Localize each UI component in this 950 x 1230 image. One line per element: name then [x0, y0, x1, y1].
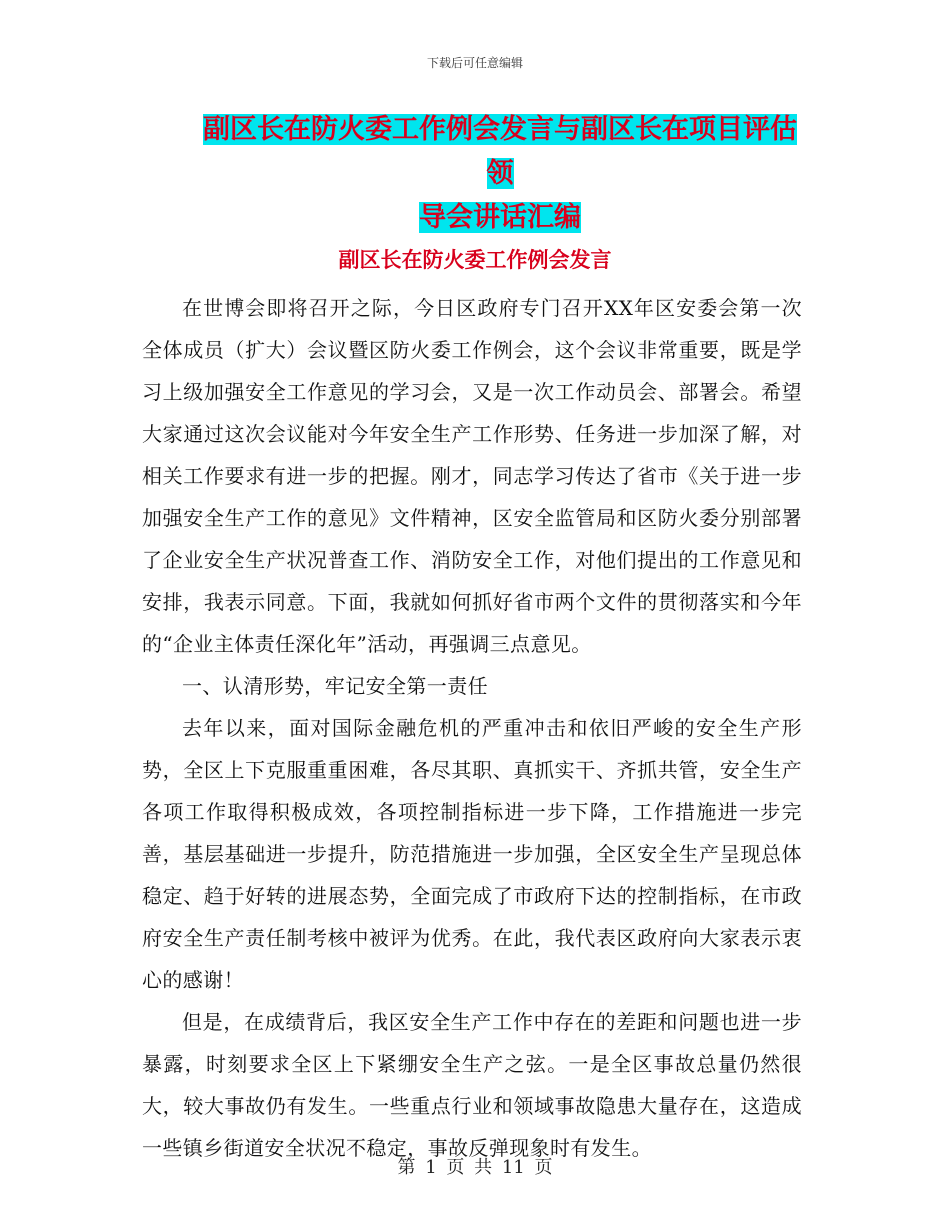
- header-note: 下载后可任意编辑: [426, 56, 523, 70]
- document-body: [142, 287, 802, 1169]
- page-number-footer: 第 1 页 共 11 页: [397, 1157, 553, 1178]
- document-title: [190, 108, 810, 240]
- paragraph: 一、认清形势，牢记安全第一责任: [182, 674, 488, 698]
- paragraph: 但是，在成绩背后，我区安全生产工作中存在的差距和问题也进一步暴露，时刻要求全区上下紧绷安全生产之弦。一是全区事故总量仍然很大，较大事故仍有发生。一些重点行业和领域事故隐患大量存在，这造成一些镇乡街道安全状况不稳定，事故反弹现象时有发生。: [142, 1010, 802, 1160]
- section-title: 副区长在防火委工作例会发言: [338, 248, 612, 272]
- document-title-line-1: 副区长在防火委工作例会发言与副区长在项目评估领: [203, 114, 797, 189]
- paragraph: 去年以来，面对国际金融危机的严重冲击和依旧严峻的安全生产形势，全区上下克服重重困难，各尽其职、真抓实干、齐抓共管，安全生产各项工作取得积极成效，各项控制指标进一步下降，工作措施进一步完善，基层基础进一步提升，防范措施进一步加强，全区安全生产呈现总体稳定、趋于好转的进展态势，全面完成了市政府下达的控制指标，在市政府安全生产责任制考核中被评为优秀。在此，我代表区政府向大家表示衷心的感谢！: [142, 716, 802, 992]
- paragraph: 在世博会即将召开之际，今日区政府专门召开XX年区安委会第一次全体成员（扩大）会议暨区防火委工作例会，这个会议非常重要，既是学习上级加强安全工作意见的学习会，又是一次工作动员会、部署会。希望大家通过这次会议能对今年安全生产工作形势、任务进一步加深了解，对相关工作要求有进一步的把握。刚才，同志学习传达了省市《关于进一步加强安全生产工作的意见》文件精神，区安全监管局和区防火委分别部署了企业安全生产状况普查工作、消防安全工作，对他们提出的工作意见和安排，我表示同意。下面，我就如何抓好省市两个文件的贯彻落实和今年的“企业主体责任深化年”活动，再强调三点意见。: [142, 296, 802, 656]
- document-title-line-2: 导会讲话汇编: [419, 202, 581, 233]
